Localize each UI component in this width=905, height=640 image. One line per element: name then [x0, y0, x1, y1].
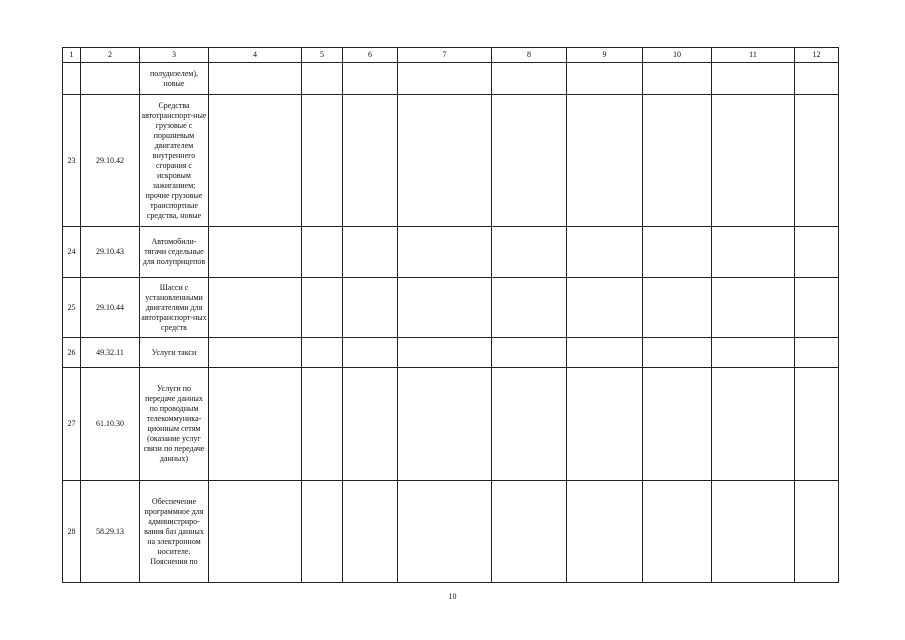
page-number: 10	[448, 592, 457, 601]
row-code: 29.10.44	[81, 278, 140, 338]
header-cell: 10	[643, 48, 712, 63]
header-cell: 12	[795, 48, 839, 63]
row-number: 24	[63, 227, 81, 278]
row-name: Услуги такси	[140, 338, 209, 368]
row-code: 58.29.13	[81, 481, 140, 583]
header-cell: 11	[712, 48, 795, 63]
header-cell: 4	[209, 48, 302, 63]
row-name: Средства автотранспорт-ные грузовые с поршневым двигателем внутреннего сгорания с искровым зажиганием; прочие грузовые транспортные средства, новые	[140, 95, 209, 227]
header-cell: 6	[343, 48, 398, 63]
table-header-row	[63, 48, 839, 63]
table-row	[63, 63, 839, 95]
header-cell: 9	[567, 48, 643, 63]
row-number: 25	[63, 278, 81, 338]
row-number: 23	[63, 95, 81, 227]
table-row	[63, 481, 839, 583]
row-code	[81, 63, 140, 95]
header-cell: 2	[81, 48, 140, 63]
table-row	[63, 95, 839, 227]
row-code: 49.32.11	[81, 338, 140, 368]
header-cell: 7	[398, 48, 492, 63]
table-row	[63, 368, 839, 481]
table-row	[63, 227, 839, 278]
row-number: 28	[63, 481, 81, 583]
row-number	[63, 63, 81, 95]
header-cell: 5	[302, 48, 343, 63]
table-row	[63, 278, 839, 338]
header-cell: 3	[140, 48, 209, 63]
row-name: Услуги по передаче данных по проводным телекоммуника-ционным сетям (оказание услуг связи по передаче данных)	[140, 368, 209, 481]
row-code: 61.10.30	[81, 368, 140, 481]
row-code: 29.10.42	[81, 95, 140, 227]
row-code: 29.10.43	[81, 227, 140, 278]
row-number: 27	[63, 368, 81, 481]
row-name: Автомобили-тягачи седельные для полуприцепов	[140, 227, 209, 278]
data-table	[62, 47, 839, 583]
row-name: полудизелем), новые	[140, 63, 209, 95]
table-row	[63, 338, 839, 368]
row-name: Обеспечение программное для администриро-вания баз данных на электронном носителе. Пояснения по	[140, 481, 209, 583]
row-name: Шасси с установленными двигателями для автотранспорт-ных средств	[140, 278, 209, 338]
header-cell: 1	[63, 48, 81, 63]
row-number: 26	[63, 338, 81, 368]
header-cell: 8	[492, 48, 567, 63]
